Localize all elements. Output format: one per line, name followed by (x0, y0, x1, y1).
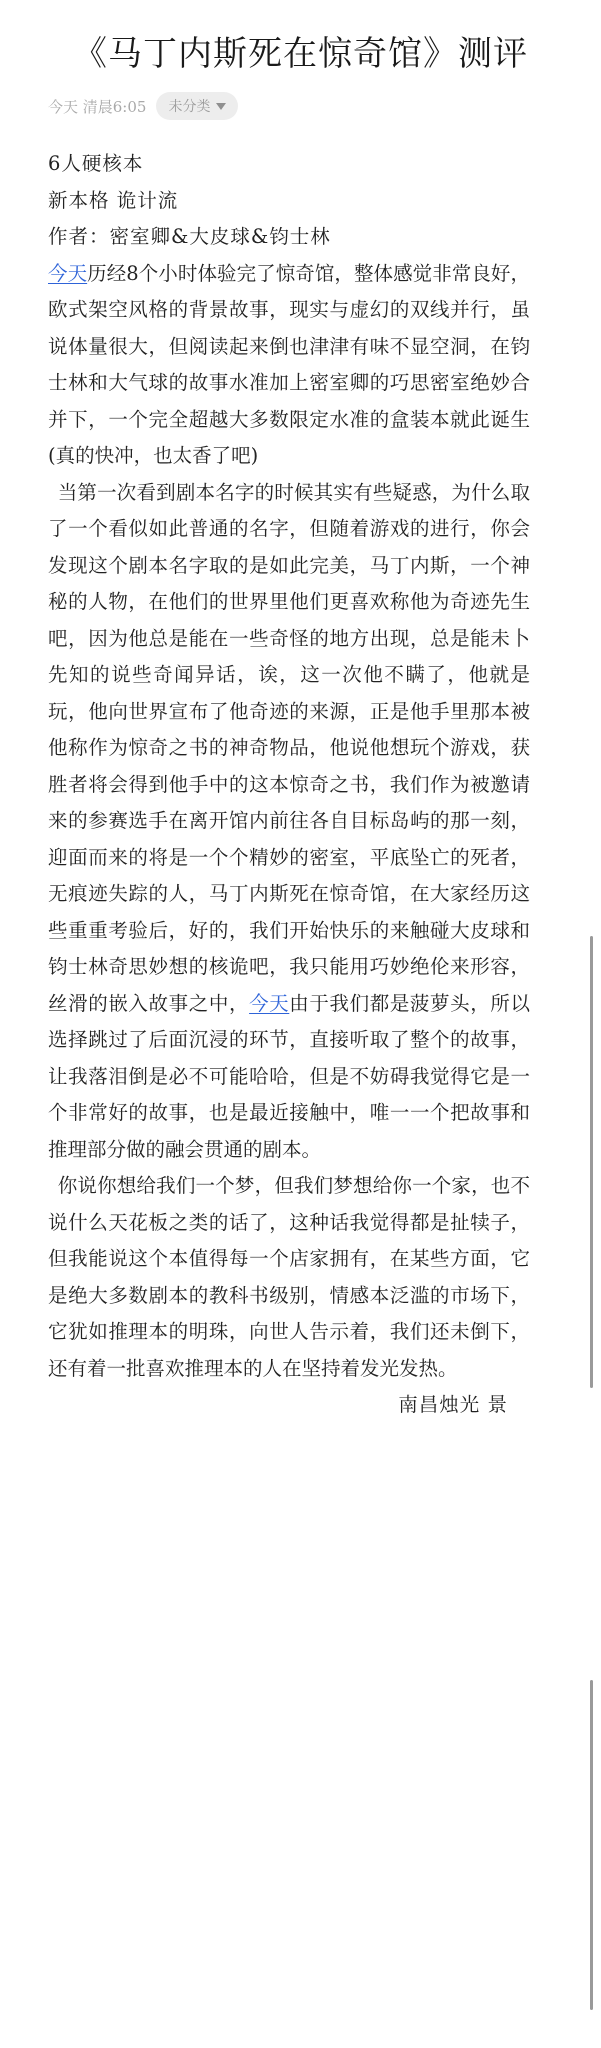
paragraph-2 (48, 475, 530, 1169)
paragraph-1-text: 历经8个小时体验完了惊奇馆，整体感觉非常良好，欧式架空风格的背景故事，现实与虚幻的双线并行，虽说体量很大，但阅读起来倒也津津有味不显空洞，在钧士林和大气球的故事水准加上密室卿的巧思密室绝妙合并下，一个完全超越大多数限定水准的盒装本就此诞生(真的快冲，也太香了吧) (48, 261, 530, 467)
paragraph-2-text-before: 当第一次看到剧本名字的时候其实有些疑惑，为什么取了一个看似如此普通的名字，但随着游戏的进行，你会发现这个剧本名字取的是如此完美，马丁内斯，一个神秘的人物，在他们的世界里他们更喜欢称他为奇迹先生吧，因为他总是能在一些奇怪的地方出现，总是能未卜先知的说些奇闻异话，诶，这一次他不瞒了，他就是玩，他向世界宣布了他奇迹的来源，正是他手里那本被他称作为惊奇之书的神奇物品，他说他想玩个游戏，获胜者将会得到他手中的这本惊奇之书，我们作为被邀请来的参赛选手在离开馆内前往各自目标岛屿的那一刻，迎面而来的将是一个个精妙的密室，平底坠亡的死者，无痕迹失踪的人，马丁内斯死在惊奇馆，在大家经历这些重重考验后，好的，我们开始快乐的来触碰大皮球和钧士林奇思妙想的核诡吧，我只能用巧妙绝伦来形容，丝滑的嵌入故事之中， (48, 480, 530, 1015)
date-link[interactable]: 今天 (249, 991, 290, 1015)
genre-line: 新本格 诡计流 (48, 188, 179, 212)
player-count-line: 6人硬核本 (48, 152, 144, 175)
paragraph-3: 你说你想给我们一个梦，但我们梦想给你一个家，也不说什么天花板之类的话了，这种话我觉得都是扯犊子，但我能说这个本值得每一个店家拥有，在某些方面，它是绝大多数剧本的教科书级别，情感本泛滥的市场下，它犹如推理本的明珠，向世人告示着，我们还未倒下，还有着一批喜欢推理本的人在坚持着发光发热。 (48, 1174, 530, 1380)
paragraph-2-text-after: 由于我们都是菠萝头，所以选择跳过了后面沉浸的环节，直接听取了整个的故事，让我落泪倒是必不可能哈哈，但是不妨碍我觉得它是一个非常好的故事，也是最近接触中，唯一一个把故事和推理部分做的融会贯通的剧本。 (48, 991, 530, 1161)
category-dropdown[interactable] (156, 92, 238, 120)
paragraph-1 (48, 256, 530, 475)
page-title: 《马丁内斯死在惊奇馆》测评 (73, 34, 528, 74)
scrollbar-thumb[interactable] (590, 936, 593, 1388)
date-link[interactable]: 今天 (48, 261, 88, 285)
note-date: 今天 清晨6:05 (48, 97, 147, 116)
signature: 南昌烛光 景 (398, 1393, 508, 1416)
note-meta (48, 88, 238, 124)
scrollbar-thumb[interactable] (590, 1680, 593, 2010)
chevron-down-icon (216, 103, 226, 110)
authors-line: 作者：密室卿&大皮球&钧士林 (48, 225, 331, 248)
category-label: 未分类 (168, 99, 211, 115)
note-body[interactable] (48, 146, 530, 1424)
